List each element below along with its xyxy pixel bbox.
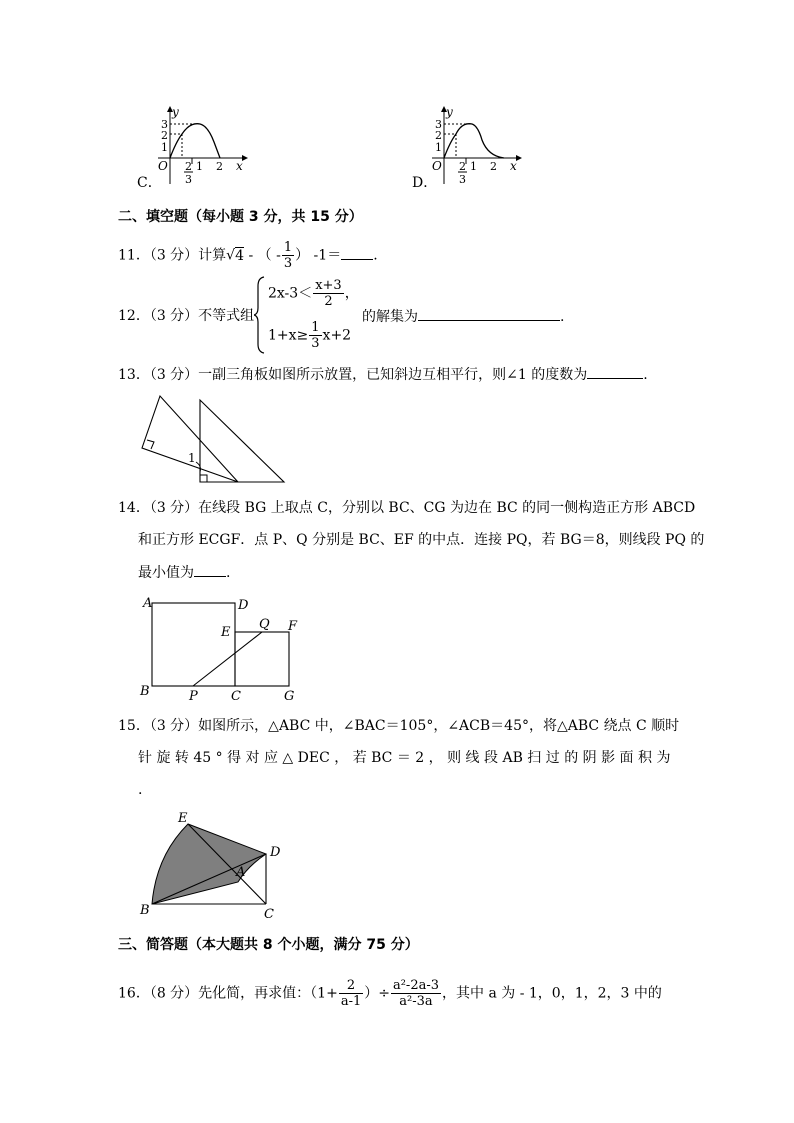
q12-l1-num: x+3 — [315, 278, 342, 293]
q12-line2 — [268, 320, 351, 351]
q14-end: . — [226, 565, 231, 581]
q15-line1: 15．（3 分）如图所示，△ABC 中，∠BAC＝105°，∠ACB＝45°，将△ABC 绕点 C 顺时 — [118, 718, 680, 734]
q16-f2-den: a²-3a — [399, 994, 433, 1009]
axis-y-label: y — [446, 105, 453, 119]
q12-prefix: 12．（3 分）不等式组 — [118, 308, 255, 324]
q11-answer-blank[interactable] — [341, 245, 373, 260]
q14-squares-figure — [138, 592, 310, 704]
point-q-label: Q — [259, 617, 270, 632]
point-g-label: G — [284, 689, 295, 704]
tick-2x: 2 — [216, 160, 223, 173]
q13-text: 13．（3 分）一副三角板如图所示放置，已知斜边互相平行，则∠1 的度数为 — [118, 367, 588, 383]
point-a-label: A — [236, 865, 246, 880]
q14-line3-row — [138, 562, 230, 583]
tick-1x: 1 — [470, 160, 477, 173]
point-d-label: D — [238, 598, 249, 613]
point-a-label: A — [143, 596, 153, 611]
axis-y-label: y — [172, 105, 179, 119]
tick-3: 3 — [435, 118, 442, 131]
system-brace-icon — [254, 276, 266, 354]
q16-f2-num: a²-2a-3 — [392, 978, 440, 993]
section-2-title: 二、填空题（每小题 3 分，共 15 分） — [118, 209, 363, 225]
q12-end: . — [560, 309, 565, 325]
q11-prefix: 11．（3 分）计算 — [118, 247, 227, 264]
point-d-label: D — [270, 845, 281, 860]
q15-line2: 针 旋 转 45 ° 得 对 应 △ DEC ， 若 BC ＝ 2 ， 则 线 段 AB 扫 过 的 阴 影 面 积 为 — [138, 750, 671, 766]
frac-num: 2 — [459, 160, 466, 173]
q12-line2-tail: x+2 — [322, 327, 352, 344]
angle-1-label: 1 — [188, 451, 196, 465]
sqrt-symbol: √ — [226, 247, 236, 264]
q16-suffix: ，其中 a 为 - 1，0，1，2，3 中的 — [442, 985, 662, 1002]
point-b-label: B — [140, 903, 150, 918]
point-c-label: C — [231, 689, 241, 704]
q16-fraction-1 — [339, 978, 363, 1009]
q12-answer-blank[interactable] — [418, 306, 560, 321]
q12-line1-end: ， — [344, 285, 359, 302]
q16-fraction-2 — [391, 978, 441, 1009]
q11-tail: ） -1＝ — [295, 247, 342, 264]
option-c-label: C． — [137, 175, 162, 191]
q11-sqrt-value: 4 — [235, 247, 245, 264]
point-e-label: E — [221, 625, 231, 640]
q16-prefix: 16．（8 分）先化简，再求值：（1+ — [118, 985, 338, 1002]
frac-den: 3 — [185, 173, 192, 186]
q11-mid: - （ - — [244, 247, 281, 264]
q14-line1: 14．（3 分）在线段 BG 上取点 C，分别以 BC、CG 为边在 BC 的同一侧构造正方形 ABCD — [118, 500, 696, 516]
frac-den: 3 — [459, 173, 466, 186]
q12-l2-num: 1 — [311, 320, 320, 335]
origin-label: O — [158, 159, 168, 173]
q14-line3: 最小值为 — [138, 565, 194, 581]
question-11 — [118, 240, 378, 271]
q14-answer-blank[interactable] — [194, 562, 226, 577]
point-e-label: E — [178, 811, 188, 826]
axis-x-label: x — [510, 159, 517, 173]
q12-suffix-row — [362, 306, 564, 327]
option-d-graph — [432, 104, 522, 186]
question-16 — [118, 978, 662, 1009]
q12-line2-text: 1+x≥ — [268, 327, 309, 344]
point-f-label: F — [288, 619, 298, 634]
point-c-label: C — [264, 907, 274, 922]
q13-answer-blank[interactable] — [587, 364, 643, 379]
q12-line1-fraction — [313, 278, 344, 309]
tick-2y: 2 — [161, 129, 168, 142]
frac-num: 2 — [185, 160, 192, 173]
q13-triangles-figure — [134, 392, 290, 486]
q11-frac-den: 3 — [283, 256, 293, 271]
q14-line2: 和正方形 ECGF．点 P、Q 分别是 BC、EF 的中点．连接 PQ，若 BG＝8，则线段 PQ 的 — [138, 532, 705, 548]
q12-l1-den: 2 — [324, 294, 333, 309]
tick-1x: 1 — [196, 160, 203, 173]
q12-line2-fraction — [309, 320, 321, 351]
q15-line3: . — [138, 782, 143, 798]
q15-rotation-figure — [138, 808, 288, 922]
q13-end: . — [643, 367, 648, 383]
point-p-label: P — [189, 689, 198, 704]
q11-frac-num: 1 — [283, 240, 293, 255]
point-b-label: B — [140, 684, 150, 699]
tick-1y: 1 — [435, 141, 442, 154]
q11-end: . — [373, 247, 378, 264]
axis-x-label: x — [236, 159, 243, 173]
tick-2x: 2 — [490, 160, 497, 173]
tick-3: 3 — [161, 118, 168, 131]
q12-line1 — [268, 278, 359, 309]
option-d-label: D． — [412, 175, 438, 191]
q16-mid: ）÷ — [364, 985, 390, 1002]
q12-line1-text: 2x-3＜ — [268, 285, 313, 302]
option-c-graph — [158, 104, 248, 186]
q12-l2-den: 3 — [311, 336, 320, 351]
tick-2y: 2 — [435, 129, 442, 142]
q16-f1-num: 2 — [339, 978, 363, 994]
question-13 — [118, 364, 648, 385]
q12-suffix: 的解集为 — [362, 309, 418, 325]
q11-fraction — [282, 240, 294, 271]
q16-f1-den: a-1 — [340, 994, 362, 1009]
origin-label: O — [432, 159, 442, 173]
section-3-title: 三、简答题（本大题共 8 个小题，满分 75 分） — [118, 937, 419, 953]
tick-1y: 1 — [161, 141, 168, 154]
